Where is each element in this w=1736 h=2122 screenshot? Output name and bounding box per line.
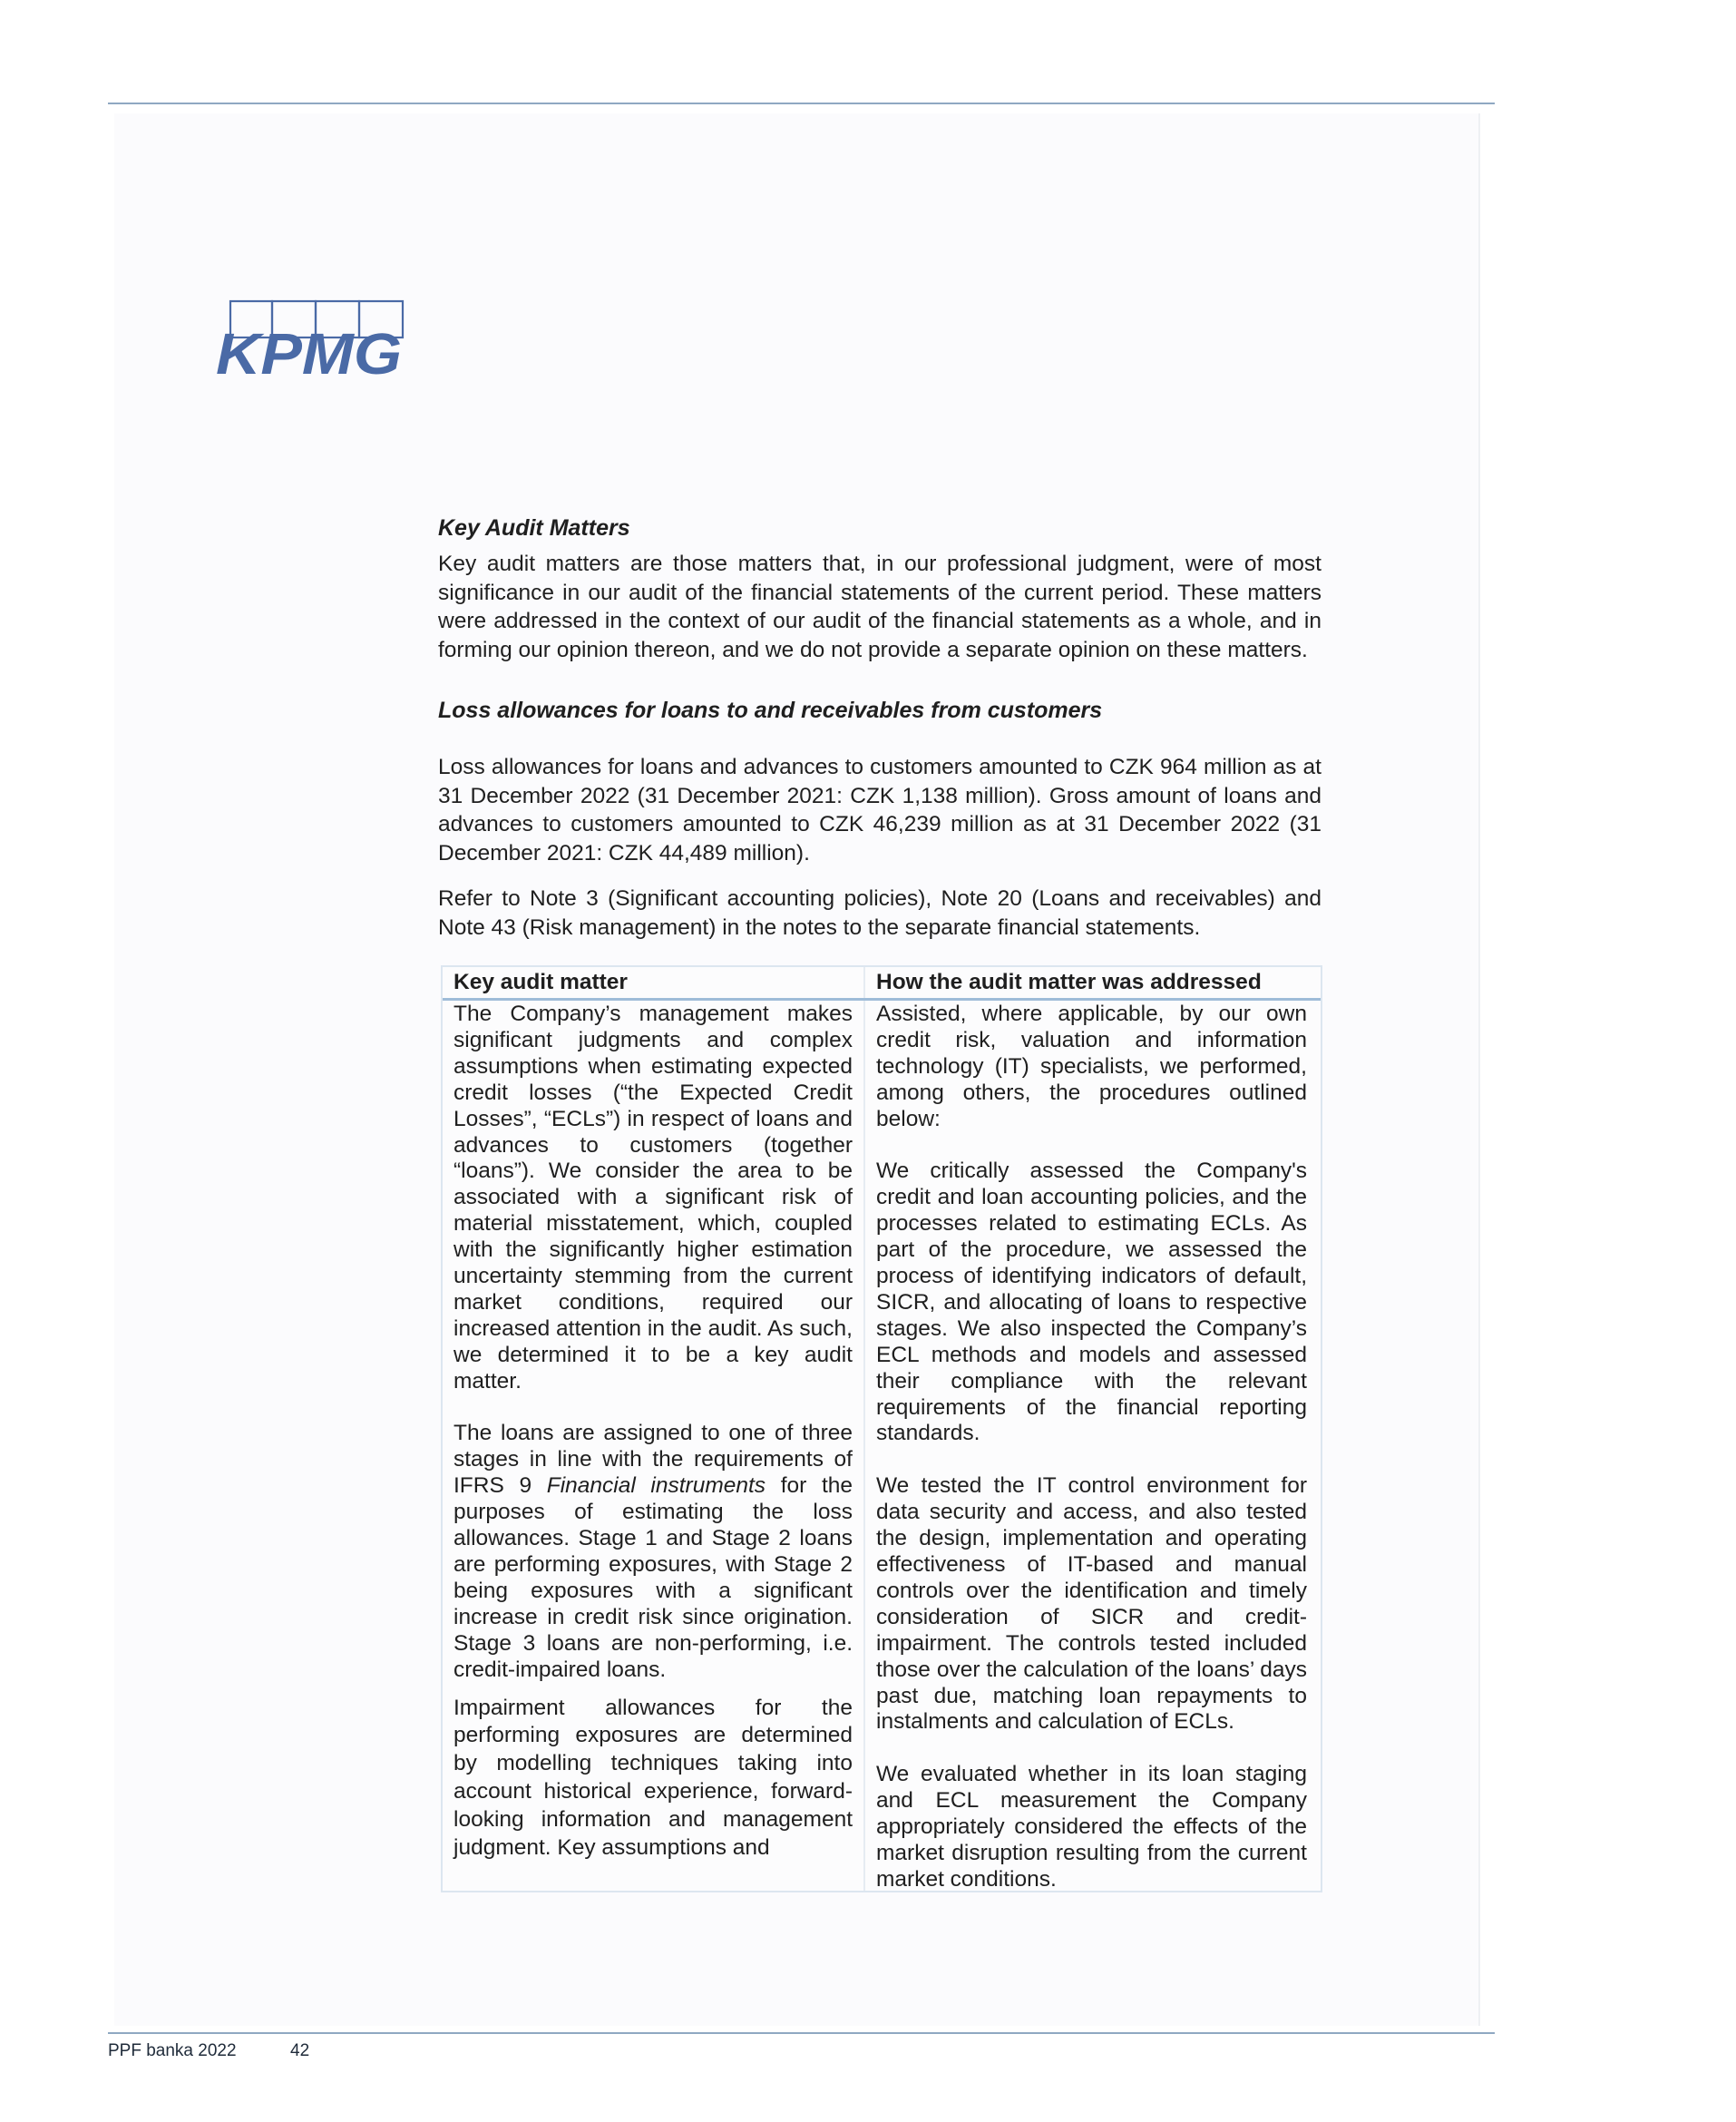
procedure-paragraph-3: We tested the IT control environment for data security and access, and also tested the design, implementation and operating effectiveness of IT-based and manual controls over the identification and timely consideration of SICR and credit-impairment. The controls tested included those over the calculation of the loans’ days past due, matching loan repayments to instalments and calculation of ECLs. [876,1473,1307,1735]
audit-matter-table [441,965,1322,1892]
table-column-divider [863,967,865,1891]
svg-text:KPMG: KPMG [216,321,402,383]
kam-paragraph-3: Impairment allowances for the performing exposures are determined by modelling techniques taking into account historical experience, forward-looking information and management judgment. Key assumptions and [454,1695,853,1860]
kam-paragraph-1: The Company’s management makes significant judgments and complex assumptions when estimating expected credit losses (“the Expected Credit Losses”, “ECLs”) in respect of loans and advances to customers (together “loans”). We consider the area to be associated with a significant risk of material misstatement, which, coupled with the significantly higher estimation uncertainty stemming from the current market conditions, required our increased attention in the audit. As such, we determined it to be a key audit matter. [454,1002,853,1393]
loss-allowances-paragraph: Loss allowances for loans and advances to customers amounted to CZK 964 million as at 31 December 2022 (31 December 2021: CZK 1,138 million). Gross amount of loans and advances to customers amounted to CZK 46,239 million as at 31 December 2022 (31 December 2021: CZK 44,489 million). [438,755,1322,865]
table-header-how-addressed: How the audit matter was addressed [876,970,1262,994]
procedure-paragraph-1: Assisted, where applicable, by our own credit risk, valuation and information technology (IT) specialists, we performed, among others, the procedures outlined below: [876,1002,1307,1131]
key-audit-matters-heading: Key Audit Matters [438,515,630,541]
loss-allowances-heading: Loss allowances for loans to and receivables from customers [438,698,1103,723]
top-rule [108,103,1495,104]
key-audit-matter-column [454,1002,853,1862]
bottom-rule [108,2032,1495,2034]
key-audit-matters-intro: Key audit matters are those matters that, in our professional judgment, were of most significance in our audit of the financial statements of the current period. These matters were addressed in the context of our audit of the financial statements as a whole, and in forming our opinion thereon, and we do not provide a separate opinion on these matters. [438,552,1322,662]
kam-paragraph-2: The loans are assigned to one of three stages in line with the requirements of IFRS 9 Financial instruments for the purposes of estimating the loss allowances. Stage 1 and Stage 2 loans are performing exposures, with Stage 2 being exposures with a significant increase in credit risk since origination. Stage 3 loans are non-performing, i.e. credit-impaired loans. [454,1421,853,1682]
footer-report-title: PPF banka 2022 [108,2041,237,2060]
refer-notes-paragraph: Refer to Note 3 (Significant accounting policies), Note 20 (Loans and receivables) and Note 43 (Risk management) in the notes to the separate financial statements. [438,886,1322,940]
kpmg-logo [214,299,409,383]
table-header-key-audit-matter: Key audit matter [454,970,628,994]
table-header-rule [443,998,1321,1001]
how-addressed-column [876,1002,1307,1893]
procedure-paragraph-2: We critically assessed the Company's credit and loan accounting policies, and the processes related to estimating ECLs. As part of the procedure, we assessed the process of identifying indicators of default, SICR, and allocating of loans to respective stages. We also inspected the Company’s ECL methods and models and assessed their compliance with the relevant requirements of the financial reporting standards. [876,1159,1307,1446]
page-number: 42 [290,2041,310,2060]
procedure-paragraph-4: We evaluated whether in its loan staging and ECL measurement the Company appropriately considered the effects of the market disruption resulting from the current market conditions. [876,1762,1307,1892]
